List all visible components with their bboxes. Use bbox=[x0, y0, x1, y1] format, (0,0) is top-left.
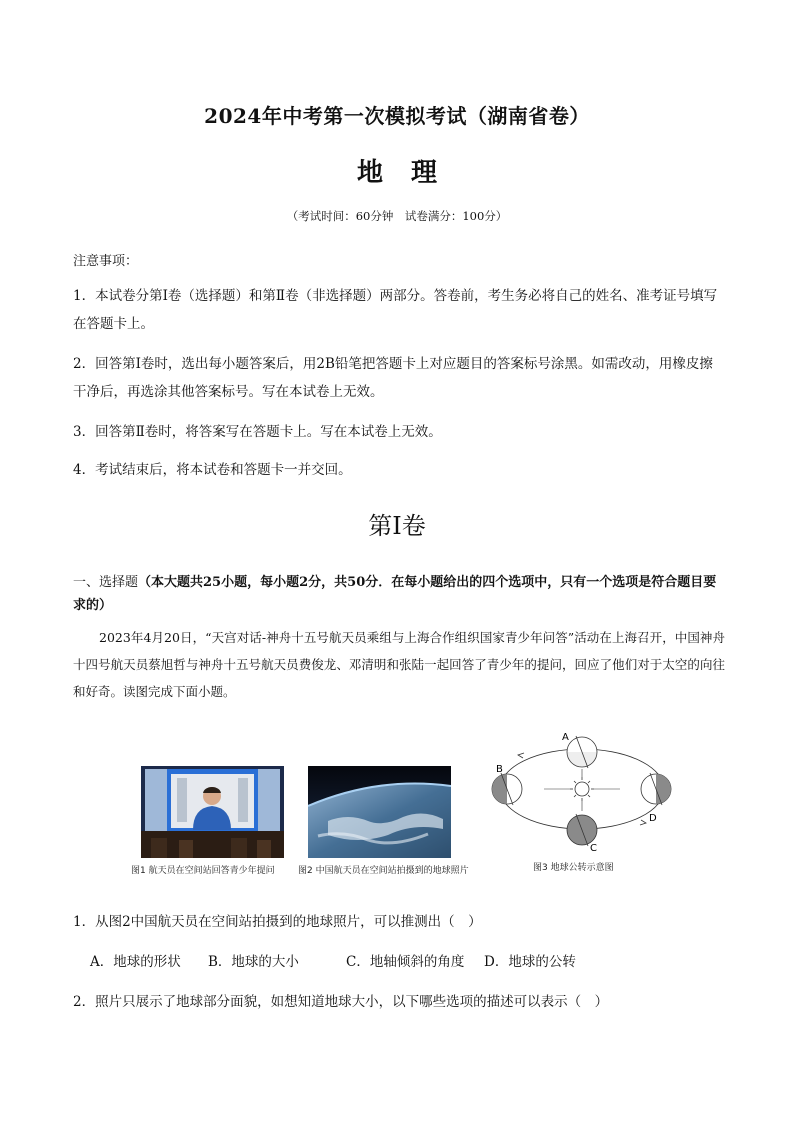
note-3: 3．回答第Ⅱ卷时，将答案写在答题卡上。写在本试卷上无效。 bbox=[73, 424, 442, 440]
figure-3-revolution-diagram bbox=[484, 727, 684, 853]
exam-title: 2024年中考第一次模拟考试（湖南省卷） bbox=[204, 104, 590, 128]
figure-2-caption: 图2 中国航天员在空间站拍摄到的地球照片 bbox=[298, 866, 469, 876]
figure-1-astronaut-photo bbox=[141, 766, 284, 858]
note-4: 4．考试结束后，将本试卷和答题卡一并交回。 bbox=[73, 462, 352, 478]
orbit-label-c: C bbox=[590, 843, 597, 853]
section-instructions-text: （本大题共25小题，每小题2分，共50分．在每小题给出的四个选项中，只有一个选项是符合题目要求的） bbox=[73, 575, 717, 613]
note-1: 1．本试卷分第Ⅰ卷（选择题）和第Ⅱ卷（非选择题）两部分。答卷前，考生务必将自己的姓名、准考证号填写在答题卡上。 bbox=[73, 288, 718, 332]
earth-position-d bbox=[641, 773, 671, 805]
subject-title: 地理 bbox=[356, 158, 465, 188]
question-1: 1．从图2中国航天员在空间站拍摄到的地球照片，可以推测出（ ） bbox=[73, 914, 482, 930]
option-c[interactable]: C．地轴倾斜的角度 bbox=[346, 954, 465, 970]
question-2: 2．照片只展示了地球部分面貌，如想知道地球大小，以下哪些选项的描述可以表示（ ） bbox=[73, 994, 609, 1010]
orbit-label-d: D bbox=[649, 813, 657, 824]
orbit-label-b: B bbox=[496, 764, 503, 775]
notes-heading: 注意事项： bbox=[73, 254, 139, 269]
section-title: 第Ⅰ卷 bbox=[368, 512, 426, 540]
option-a[interactable]: A．地球的形状 bbox=[90, 954, 181, 970]
section-instructions bbox=[73, 571, 725, 617]
sun-icon bbox=[570, 777, 594, 801]
figure-3-caption: 图3 地球公转示意图 bbox=[533, 863, 614, 873]
orbit-label-a: A bbox=[562, 732, 569, 743]
question-1-options bbox=[90, 950, 576, 970]
figure-1-caption: 图1 航天员在空间站回答青少年提问 bbox=[131, 866, 275, 876]
exam-info: （考试时间：60分钟 试卷满分：100分） bbox=[286, 209, 508, 223]
option-d[interactable]: D．地球的公转 bbox=[484, 954, 576, 970]
earth-position-b bbox=[492, 773, 522, 805]
section-label: 一、选择题 bbox=[73, 575, 139, 590]
earth-position-a bbox=[567, 736, 597, 768]
figure-2-earth-photo bbox=[308, 766, 451, 858]
option-b[interactable]: B．地球的大小 bbox=[208, 954, 299, 970]
reading-passage: 2023年4月20日，“天宫对话-神舟十五号航天员乘组与上海合作组织国家青少年问答”活动在上海召开，中国神舟十四号航天员蔡旭哲与神舟十五号航天员费俊龙、邓清明和张陆一起回答了青少年的提问，回应了他们对于太空的向往和好奇。读图完成下面小题。 bbox=[73, 630, 725, 699]
earth-position-c bbox=[567, 814, 597, 846]
note-2: 2．回答第Ⅰ卷时，选出每小题答案后，用2B铅笔把答题卡上对应题目的答案标号涂黑。如需改动，用橡皮擦干净后，再选涂其他答案标号。写在本试卷上无效。 bbox=[73, 356, 713, 400]
